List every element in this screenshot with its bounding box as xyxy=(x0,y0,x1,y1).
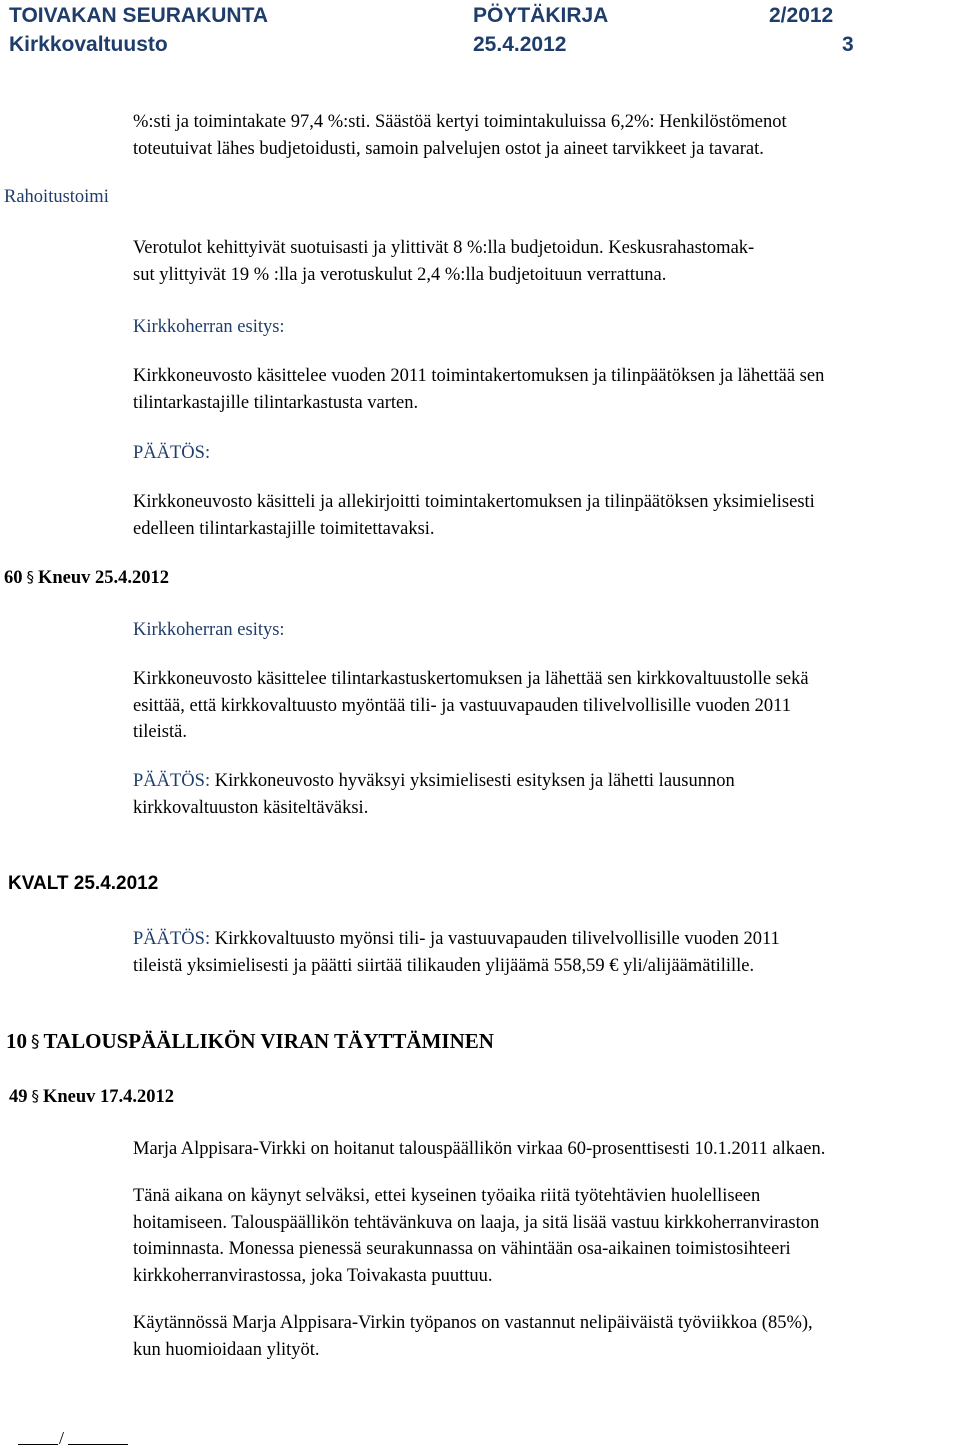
proposal-heading: Kirkkoherran esitys: xyxy=(133,317,285,337)
proposal-line: Kirkkoneuvosto käsittelee tilintarkastuskertomuksen ja lähettää sen kirkkovaltuustolle sekä xyxy=(133,669,809,689)
section-ref-60 xyxy=(4,565,169,592)
section-title-text: TALOUSPÄÄLLIKÖN VIRAN TÄYTTÄMINEN xyxy=(43,1029,494,1053)
body-paragraph xyxy=(133,1310,960,1363)
decision-heading: PÄÄTÖS: xyxy=(133,929,211,949)
body-line: Käytännössä Marja Alppisara-Virkin työpanos on vastannut nelipäiväistä työviikkoa (85%), xyxy=(133,1313,813,1333)
proposal-paragraph xyxy=(133,363,960,416)
kvalt-label: KVALT 25.4.2012 xyxy=(8,873,159,894)
decision-line: tileistä yksimielisesti ja päätti siirtää tilikauden ylijäämä 558,59 € yli/alijäämätilille. xyxy=(133,955,755,976)
rahoitus-label: Rahoitustoimi xyxy=(4,187,109,207)
body-paragraph xyxy=(133,1136,960,1163)
signature-slash: / xyxy=(59,1428,65,1448)
proposal-line: esittää, että kirkkovaltuusto myöntää tili- ja vastuuvapauden tilivelvollisille vuoden 2011 xyxy=(133,695,791,716)
decision-paragraph xyxy=(133,926,960,979)
page-number: 3 xyxy=(842,33,854,56)
decision-line: Kirkkoneuvosto käsitteli ja allekirjoitti toimintakertomuksen ja tilinpäätöksen yksimielisesti xyxy=(133,492,815,512)
section-ref-49 xyxy=(9,1084,174,1111)
decision-text: Kirkkoneuvosto hyväksyi yksimielisesti esityksen ja lähetti lausunnon xyxy=(214,771,735,791)
body-line: Marja Alppisara-Virkki on hoitanut talouspäällikön virkaa 60-prosenttisesti 10.1.2011 alkaen. xyxy=(133,1139,826,1159)
org-name: TOIVAKAN SEURAKUNTA xyxy=(9,4,269,27)
body-name: Kirkkovaltuusto xyxy=(9,33,168,56)
decision-paragraph xyxy=(133,489,960,542)
decision-paragraph xyxy=(133,768,960,821)
rahoitus-line: Verotulot kehittyivät suotuisasti ja ylittivät 8 %:lla budjetoidun. Keskusrahastomak- xyxy=(133,238,755,258)
section-ref-number: 49 xyxy=(9,1087,28,1107)
body-paragraph xyxy=(133,1183,960,1289)
section-ref-number: 60 xyxy=(4,568,23,588)
body-line: kirkkoherranvirastossa, joka Toivakasta puuttuu. xyxy=(133,1265,493,1286)
document-number: 2/2012 xyxy=(769,4,834,27)
signature-line-right xyxy=(68,1444,128,1445)
proposal-heading: Kirkkoherran esitys: xyxy=(133,620,285,640)
section-sign: § xyxy=(31,1087,39,1105)
decision-line xyxy=(133,926,960,953)
section-ref-body: Kneuv 17.4.2012 xyxy=(43,1087,175,1107)
decision-heading: PÄÄTÖS: xyxy=(133,443,211,463)
proposal-line: Kirkkoneuvosto käsittelee vuoden 2011 toimintakertomuksen ja tilinpäätöksen ja lähettää sen xyxy=(133,366,825,386)
rahoitus-paragraph xyxy=(133,235,960,288)
decision-heading: PÄÄTÖS: xyxy=(133,771,211,791)
proposal-line: tilintarkastajille tilintarkastusta varten. xyxy=(133,392,419,413)
section-sign: § xyxy=(26,568,34,586)
body-line: toiminnasta. Monessa pienessä seurakunnassa on vähintään osa-aikainen toimistosihteeri xyxy=(133,1239,791,1259)
intro-line: %:sti ja toimintakate 97,4 %:sti. Säästöä kertyi toimintakuluissa 6,2%: Henkilöstömenot xyxy=(133,112,787,132)
document-type: PÖYTÄKIRJA xyxy=(473,4,609,27)
intro-paragraph xyxy=(133,109,960,162)
decision-line xyxy=(133,768,960,795)
body-line: Tänä aikana on käynyt selväksi, ettei kyseinen työaika riitä työtehtävien huolelliseen xyxy=(133,1186,761,1206)
intro-line: toteutuivat lähes budjetoidusti, samoin palvelujen ostot ja aineet tarvikkeet ja tavarat. xyxy=(133,138,764,159)
decision-text: Kirkkovaltuusto myönsi tili- ja vastuuvapauden tilivelvollisille vuoden 2011 xyxy=(214,929,780,949)
proposal-paragraph xyxy=(133,666,960,746)
decision-line: edelleen tilintarkastajille toimitettavaksi. xyxy=(133,518,435,539)
body-line: hoitamiseen. Talouspäällikön tehtävänkuva on laaja, ja sitä lisää vastuu kirkkoherranviraston xyxy=(133,1212,820,1233)
decision-line: kirkkovaltuuston käsiteltäväksi. xyxy=(133,797,369,818)
section-title xyxy=(6,1027,494,1057)
rahoitus-line: sut ylittyivät 19 % :lla ja verotuskulut 2,4 %:lla budjetoituun verrattuna. xyxy=(133,264,667,285)
proposal-line: tileistä. xyxy=(133,722,187,742)
meeting-date: 25.4.2012 xyxy=(473,33,567,56)
body-line: kun huomioidaan ylityöt. xyxy=(133,1339,320,1360)
section-sign: § xyxy=(31,1032,40,1052)
signature-line-left xyxy=(18,1444,58,1445)
section-ref-body: Kneuv 25.4.2012 xyxy=(38,568,170,588)
section-number: 10 xyxy=(6,1029,27,1053)
